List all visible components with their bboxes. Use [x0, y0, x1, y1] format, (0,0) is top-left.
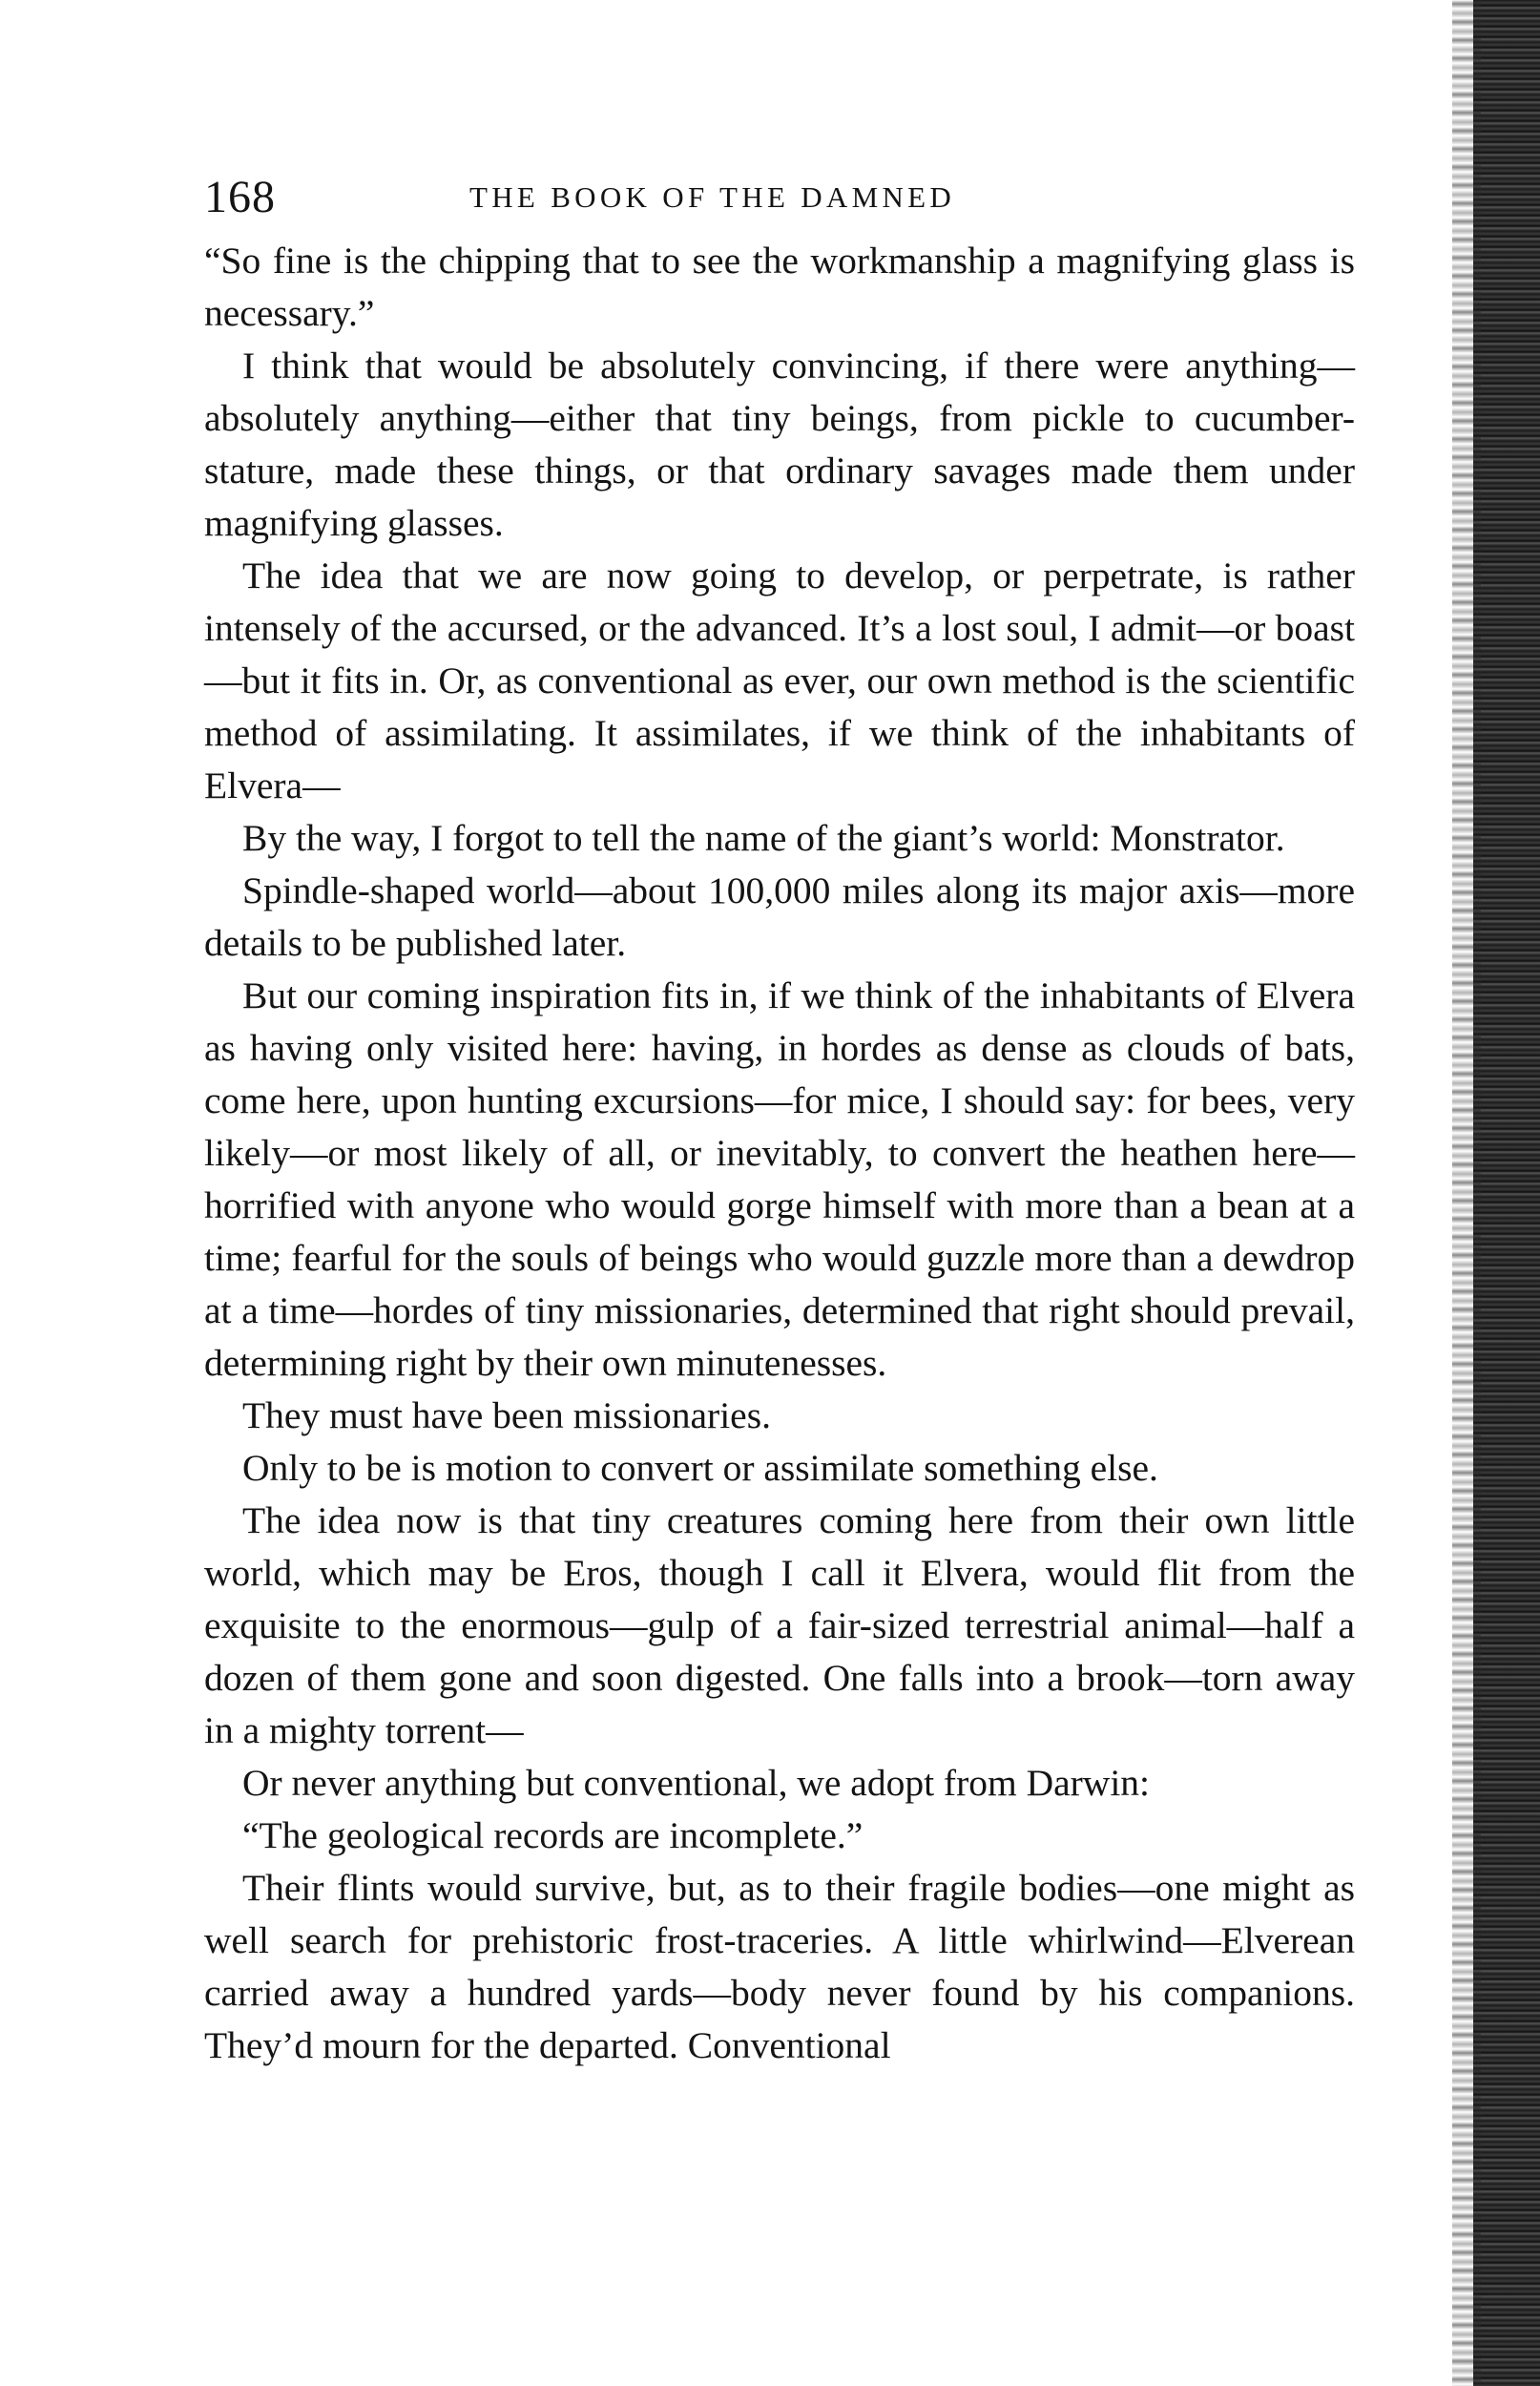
paragraph: By the way, I forgot to tell the name of the giant’s world: Monstrator. [242, 817, 1285, 859]
scanned-page-edge [1473, 0, 1540, 2386]
paragraph: “The geological records are incomplete.” [242, 1814, 864, 1856]
paragraph: Spindle-shaped world—about 100,000 miles along its major axis—more details to be published later. [204, 869, 1355, 964]
paragraph: The idea that we are now going to develop, or perpetrate, is rather intensely of the accursed, or the advanced. It’s a lost soul, I admit—or boast—but it fits in. Or, as conventional as ever, our own method is the scientific method of assimilating. It assimilates, if we think of the inhabitants of Elvera— [204, 555, 1355, 806]
body-text [204, 235, 1355, 2072]
paragraph: Only to be is motion to convert or assimilate something else. [242, 1447, 1158, 1489]
page-header [204, 164, 1349, 231]
paragraph: “So fine is the chipping that to see the workmanship a magnifying glass is necessary.” [204, 240, 1355, 334]
paragraph: I think that would be absolutely convincing, if there were anything—absolutely anything—either that tiny beings, from pickle to cucumber-stature, made these things, or that ordinary savages made them under magnifying glasses. [204, 345, 1355, 544]
paragraph: Their flints would survive, but, as to their fragile bodies—one might as well search for prehistoric frost-traceries. A little whirlwind—Elverean carried away a hundred yards—body never found by his companions. They’d mourn for the departed. Conventional [204, 1867, 1355, 2066]
paragraph: The idea now is that tiny creatures coming here from their own little world, which may be Eros, though I call it Elvera, would flit from the exquisite to the enormous—gulp of a fair-sized terrestrial animal—half a dozen of them gone and soon digested. One falls into a brook—torn away in a mighty torrent— [204, 1499, 1355, 1751]
paragraph: But our coming inspiration fits in, if we think of the inhabitants of Elvera as having only visited here: having, in hordes as dense as clouds of bats, come here, upon hunting excursions—for mice, I should say: for bees, very likely—or most likely of all, or inevitably, to convert the heathen here—horrified with anyone who would gorge himself with more than a bean at a time; fearful for the souls of beings who would guzzle more than a dewdrop at a time—hordes of tiny missionaries, determined that right should prevail, determining right by their own minutenesses. [204, 974, 1355, 1384]
paragraph: Or never anything but conventional, we adopt from Darwin: [242, 1762, 1151, 1804]
page-number: 168 [204, 172, 276, 222]
paragraph: They must have been missionaries. [242, 1394, 771, 1436]
running-title: THE BOOK OF THE DAMNED [469, 180, 956, 214]
